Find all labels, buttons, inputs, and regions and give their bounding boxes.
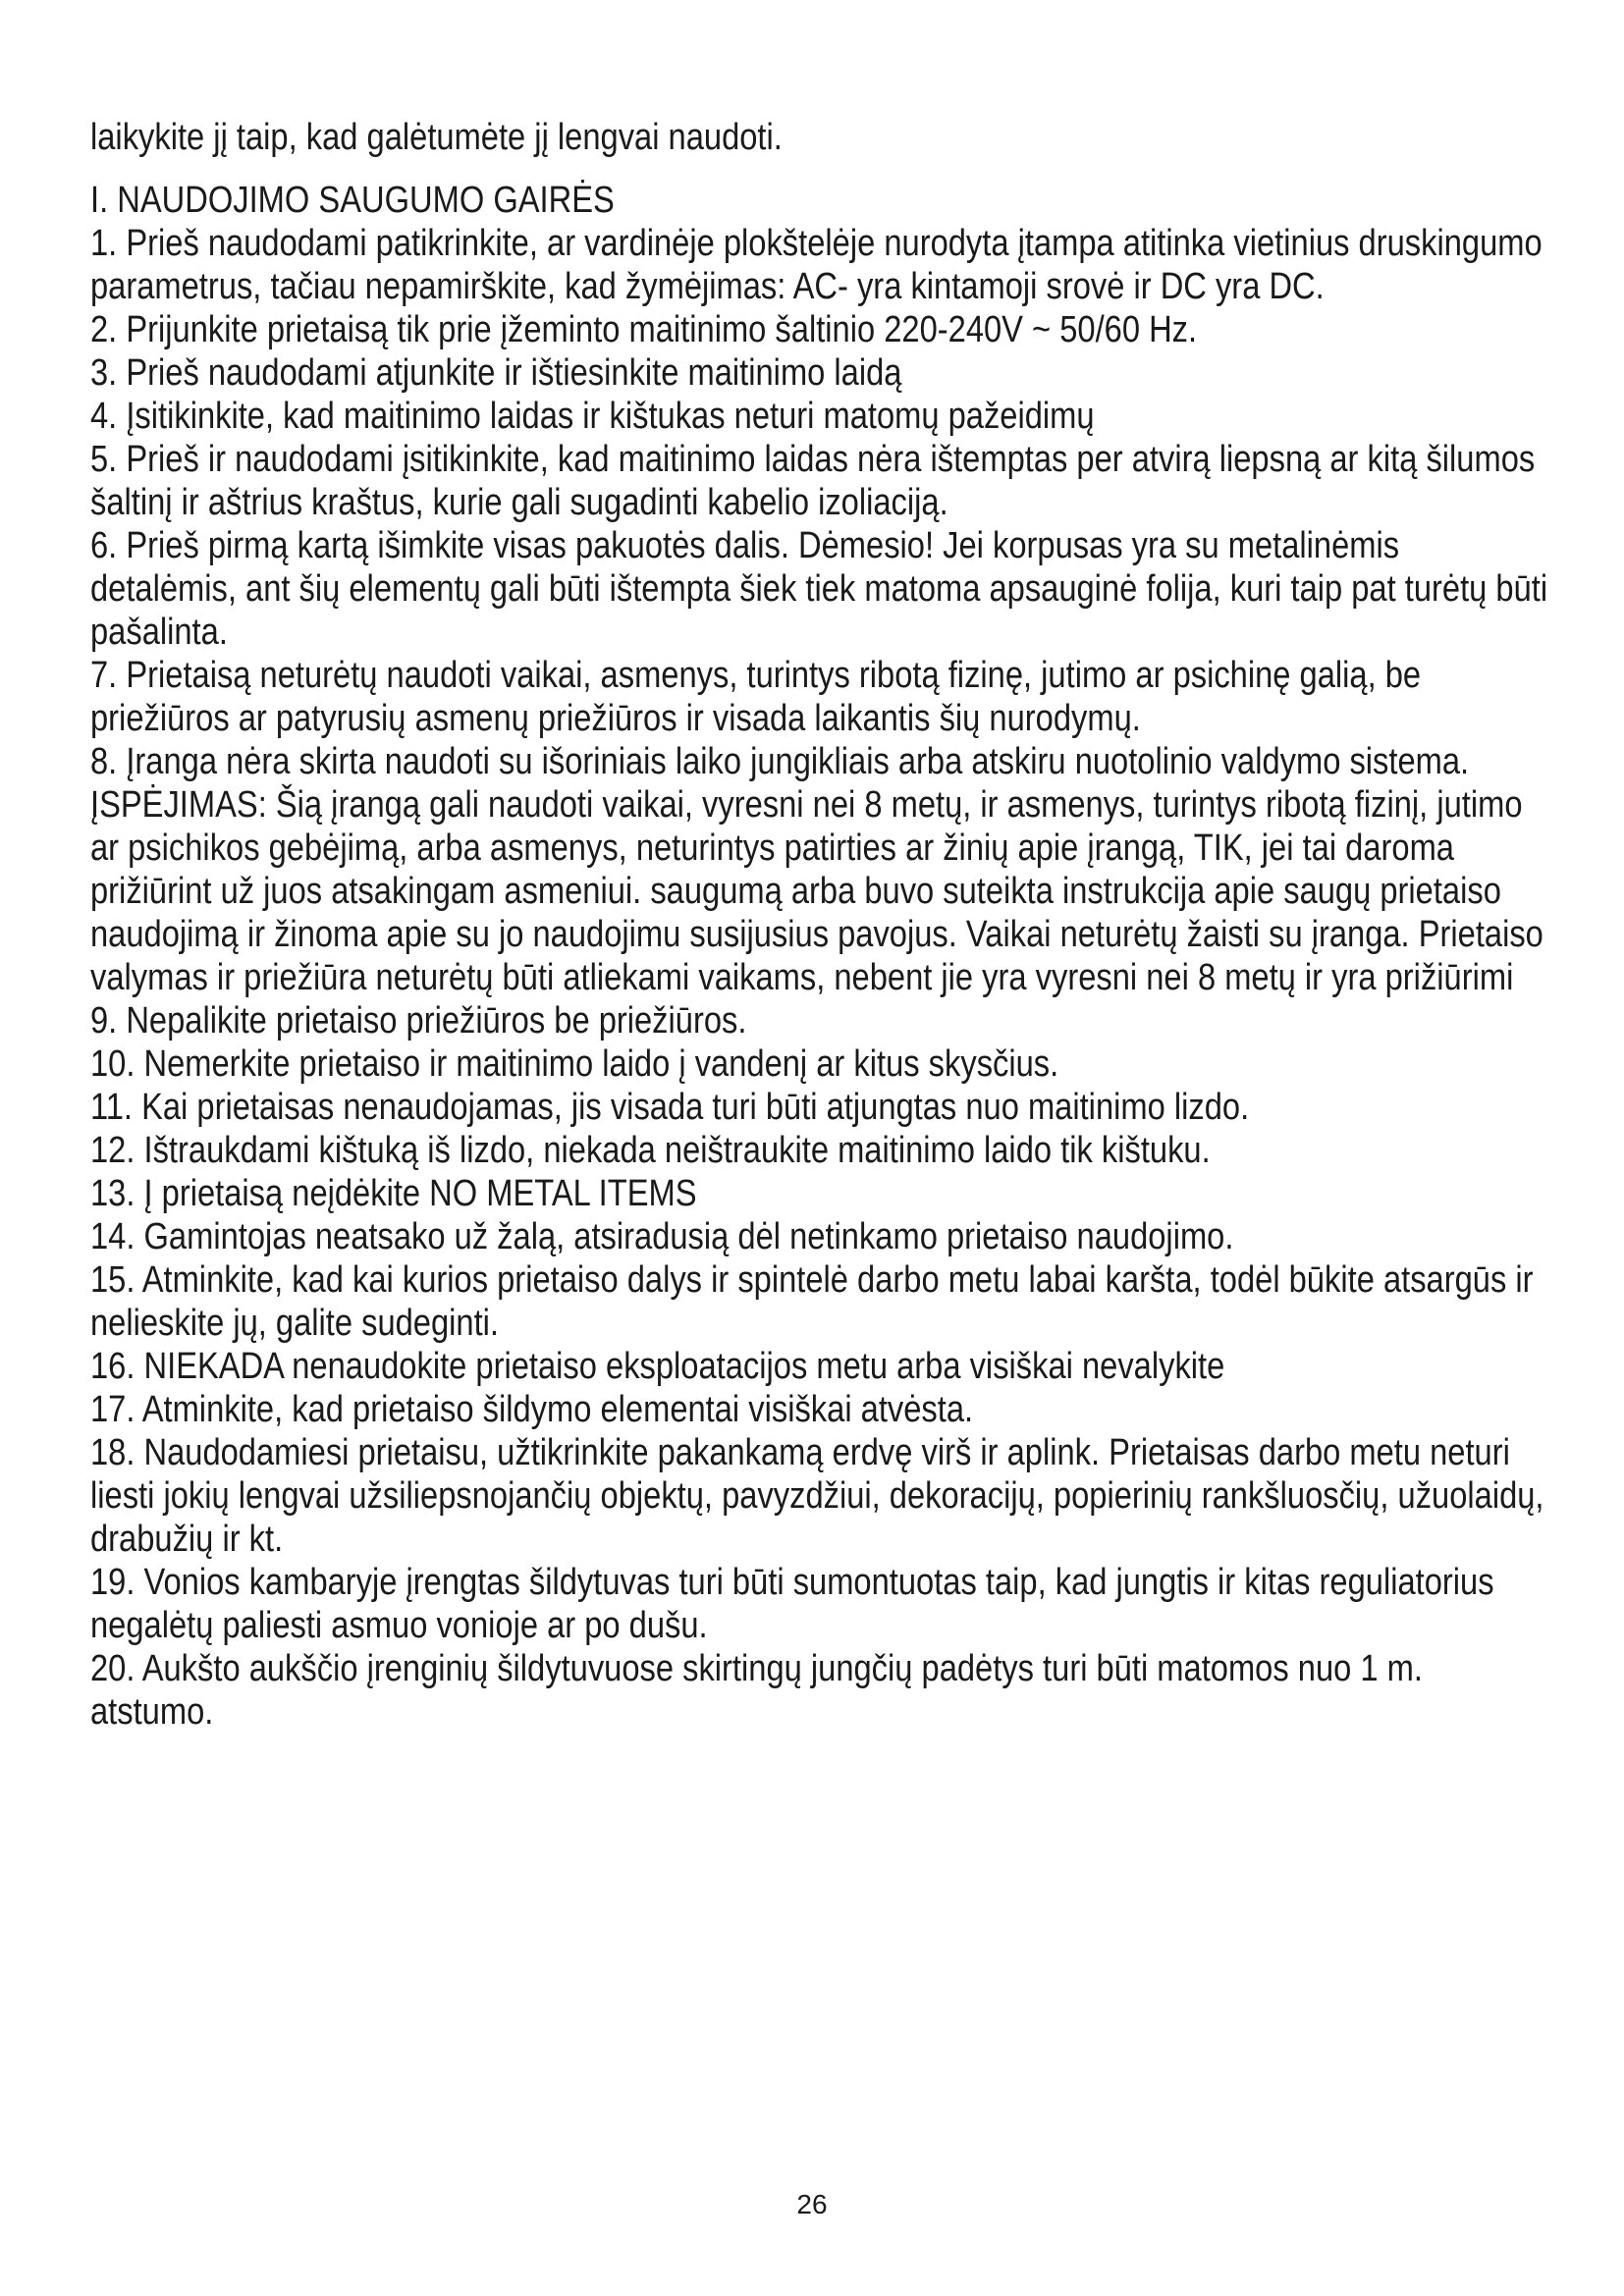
list-item: 20. Aukšto aukščio įrenginių šildytuvuose skirtingų jungčių padėtys turi būti matomos nuo 1 m. atstumo. [90, 1648, 1423, 1733]
list-item: 3. Prieš naudodami atjunkite ir ištiesinkite maitinimo laidą [90, 352, 902, 394]
list-item: 10. Nemerkite prietaiso ir maitinimo laido į vandenį ar kitus skysčius. [90, 1043, 1059, 1085]
list-item: 5. Prieš ir naudodami įsitikinkite, kad maitinimo laidas nėra ištemptas per atvirą liepsną ar kitą šilumos šaltinį ir aštrius kraštus, kurie gali sugadinti kabelio izoliaciją. [90, 439, 1536, 523]
list-item: 17. Atminkite, kad prietaiso šildymo elementai visiškai atvėsta. [90, 1389, 974, 1430]
list-item: 1. Prieš naudodami patikrinkite, ar vardinėje plokštelėje nurodyta įtampa atitinka vietinius druskingumo parametrus, tačiau nepamirškite, kad žymėjimas: AC- yra kintamoji srovė ir DC yra DC. [90, 223, 1543, 307]
list-item: 4. Įsitikinkite, kad maitinimo laidas ir kištukas neturi matomų pažeidimų [90, 396, 1095, 437]
list-item: 7. Prietaisą neturėtų naudoti vaikai, asmenys, turintys ribotą fizinę, jutimo ar psichinę galią, be priežiūros ar patyrusių asmenų priežiūros ir visada laikantis šių nurodymų. [90, 655, 1422, 739]
list-item: 8. Įranga nėra skirta naudoti su išoriniais laiko jungikliais arba atskiru nuotolinio valdymo sistema. [90, 741, 1470, 782]
intro-text: laikykite jį taip, kad galėtumėte jį lengvai naudoti. [90, 117, 783, 158]
list-item: 19. Vonios kambaryje įrengtas šildytuvas turi būti sumontuotas taip, kad jungtis ir kitas reguliatorius negalėtų paliesti asmuo vonioje ar po dušu. [90, 1562, 1494, 1646]
list-item: 15. Atminkite, kad kai kurios prietaiso dalys ir spintelė darbo metu labai karšta, todėl būkite atsargūs ir nelieskite jų, galite sudeginti. [90, 1259, 1534, 1344]
list-item: 9. Nepalikite prietaiso priežiūros be priežiūros. [90, 1000, 747, 1041]
list-item: 16. NIEKADA nenaudokite prietaiso eksploatacijos metu arba visiškai nevalykite [90, 1346, 1225, 1387]
list-item: 14. Gamintojas neatsako už žalą, atsiradusią dėl netinkamo prietaiso naudojimo. [90, 1216, 1234, 1257]
list-item: 18. Naudodamiesi prietaisu, užtikrinkite pakankamą erdvę virš ir aplink. Prietaisas darbo metu neturi liesti jokių lengvai užsiliepsnojančių objektų, pavyzdžiui, dekoracijų, popierinių rankšluosčių, užuolaidų, drabužių ir kt. [90, 1432, 1544, 1560]
list-item: 13. Į prietaisą neįdėkite NO METAL ITEMS [90, 1173, 697, 1214]
list-item: 2. Prijunkite prietaisą tik prie įžeminto maitinimo šaltinio 220-240V ~ 50/60 Hz. [90, 309, 1198, 350]
list-item: 11. Kai prietaisas nenaudojamas, jis visada turi būti atjungtas nuo maitinimo lizdo. [90, 1087, 1250, 1128]
list-item: 6. Prieš pirmą kartą išimkite visas pakuotės dalis. Dėmesio! Jei korpusas yra su metalinėmis detalėmis, ant šių elementų gali būti ištempta šiek tiek matoma apsauginė folija, kuri taip pat turėtų būti pašalinta. [90, 525, 1548, 653]
list-item: 12. Ištraukdami kištuką iš lizdo, niekada neištraukite maitinimo laido tik kištuku. [90, 1130, 1211, 1171]
section-heading: I. NAUDOJIMO SAUGUMO GAIRĖS [90, 180, 615, 221]
warning-paragraph: ĮSPĖJIMAS: Šią įrangą gali naudoti vaikai, vyresni nei 8 metų, ir asmenys, turintys ribotą fizinį, jutimo ar psichikos gebėjimą, arba asmenys, neturintys patirties ar žinių apie įrangą, TIK, jei tai daroma prižiūrint už juos atsakingam asmeniui. saugumą arba buvo suteikta instrukcija apie saugų prietaiso naudojimą ir žinoma apie su jo naudojimu susijusius pavojus. Vaikai neturėtų žaisti su įranga. Prietaiso valymas ir priežiūra neturėtų būti atliekami vaikams, nebent jie yra vyresni nei 8 metų ir yra prižiūrimi [90, 784, 1543, 998]
document-body [90, 116, 1551, 1734]
page-number: 26 [796, 2189, 828, 2219]
